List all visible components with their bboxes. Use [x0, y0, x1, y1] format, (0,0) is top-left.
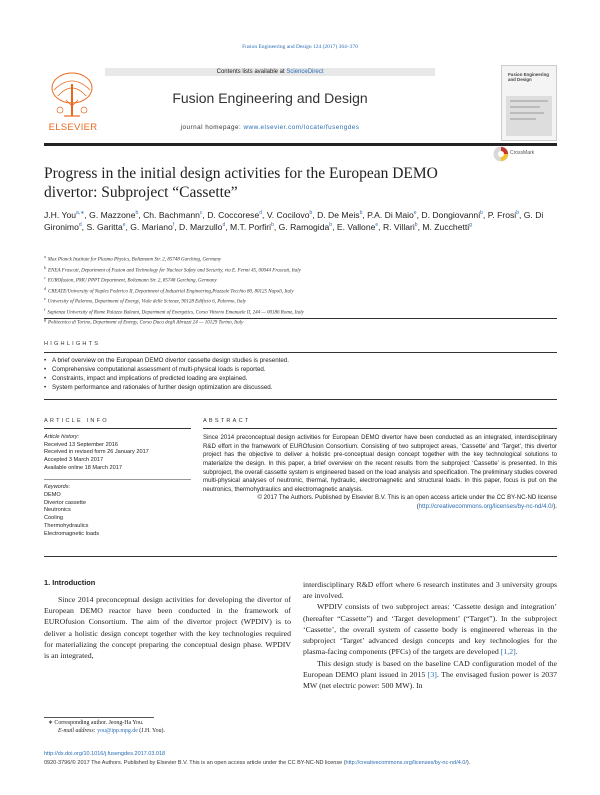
affiliation-item	[44, 265, 557, 276]
affiliation-label: b	[44, 264, 46, 270]
crossmark-label: CrossMark	[510, 150, 535, 156]
highlight-item: • System performance and rationales of further design optimization are discussed.	[44, 384, 557, 393]
doi-link[interactable]: http://dx.doi.org/10.1016/j.fusengdes.2017.03.018	[44, 751, 166, 757]
affiliation-text: Politecnico di Torino, Department of Energy, Corso Duca degli Abruzzi 24 — 10129 Torino, Italy	[48, 320, 244, 326]
keyword-item: Divertor cassette	[44, 499, 86, 506]
history-entry: Received in revised form 26 January 2017	[44, 449, 149, 456]
author-name[interactable]: D. De Meis	[317, 210, 360, 220]
highlights-heading: HIGHLIGHTS	[44, 341, 101, 347]
journal-citation-link[interactable]: Fusion Engineering and Design 124 (2017) 364–370	[242, 44, 358, 50]
author-name[interactable]: M.T. Porfiri	[230, 221, 272, 232]
keyword-item: Electromagnetic loads	[44, 530, 100, 537]
affiliation-item	[44, 254, 557, 265]
author-separator: ,	[138, 210, 144, 220]
intro-p2-text: WPDIV consists of two subproject areas: ‘Cassette design and integration’ (hereafter “Cassette”) and ‘Target development’ (“Target”). In the subproject ‘Cassette’, the overall system of cassette body is engineered whereas in the subproject ‘Target’ advanced design concepts and key technologies for the plasma-facing components (PFCs) of the targets are developed	[303, 602, 557, 657]
homepage-link[interactable]: www.elsevier.com/locate/fusengdes	[243, 124, 360, 131]
author-affiliation-marker[interactable]: b	[135, 210, 139, 217]
author-affiliation-marker[interactable]: d	[78, 221, 82, 228]
affiliation-label: g	[44, 317, 46, 323]
contents-prefix: Contents lists available at	[216, 69, 287, 75]
author-separator: ,	[362, 210, 368, 220]
intro-p3-text: This design study is based on the baseline CAD configuration model of the European DEMO plant issued in 2015	[303, 658, 557, 679]
affiliation-item	[44, 296, 557, 307]
author-separator: ,	[174, 221, 179, 232]
intro-left-column	[44, 594, 291, 661]
author-separator: ,	[482, 210, 488, 220]
article-info-heading: ARTICLE INFO	[44, 418, 109, 424]
author-affiliation-marker[interactable]: c	[199, 210, 203, 217]
author-affiliation-marker[interactable]: e	[122, 221, 126, 228]
history-entry: Received 13 September 2016	[44, 441, 119, 448]
affiliation-item	[44, 317, 557, 328]
reference-link-3[interactable]: [3]	[427, 669, 437, 679]
author-affiliation-marker[interactable]: g	[469, 221, 472, 228]
author-affiliation-marker[interactable]: b	[359, 210, 363, 217]
homepage-label: journal homepage:	[180, 124, 244, 131]
email-label: E-mail address:	[58, 728, 98, 735]
highlights-top-rule	[44, 352, 557, 353]
author-list	[44, 210, 557, 233]
intro-right-column	[303, 579, 557, 691]
article-history-list	[44, 442, 191, 473]
author-separator: ,	[518, 210, 524, 220]
author-separator: ,	[416, 210, 422, 220]
author-name[interactable]: P. Frosi	[487, 210, 517, 220]
abstract-rule	[203, 428, 557, 429]
author-name[interactable]: D. Marzullo	[178, 221, 223, 232]
author-name[interactable]: R. Villari	[382, 221, 415, 232]
footnote	[44, 719, 291, 736]
abstract-heading: ABSTRACT	[203, 418, 251, 424]
author-affiliation-marker[interactable]: f	[172, 221, 175, 228]
abstract-bottom-rule	[44, 556, 557, 557]
keywords-label: Keywords:	[44, 484, 71, 491]
affiliation-item	[44, 286, 557, 297]
sciencedirect-link[interactable]: ScienceDirect	[286, 69, 324, 75]
author-name[interactable]: G. Ramogida	[278, 221, 330, 232]
intro-paragraph-1-continued: interdisciplinary R&D effort where 6 research institutes and 3 university groups are involved.	[303, 580, 557, 601]
intro-p3-end: . The envisaged fusion power is 2037 MW (net electric power: 500 MW). In	[303, 669, 557, 690]
abstract-license	[203, 494, 557, 511]
author-separator: ,	[378, 221, 383, 232]
keyword-item: Thermohydraulics	[44, 522, 89, 529]
author-name[interactable]: V. Cocilovo	[266, 210, 310, 220]
author-name[interactable]: J.H. You	[44, 210, 77, 220]
cover-title: Fusion Engineering and Design	[508, 72, 549, 83]
author-affiliation-marker[interactable]: e	[375, 221, 379, 228]
header-divider	[44, 143, 557, 146]
author-separator: ,	[202, 210, 208, 220]
author-name[interactable]: P.A. Di Maio	[367, 210, 414, 220]
author-name[interactable]: G. Mazzone	[89, 210, 136, 220]
affiliation-text: EUROfusion, PMU PPPT Department, Boltzmann Str. 2, 85748 Garching, Germany	[47, 278, 217, 284]
contents-available-line	[105, 68, 435, 76]
history-entry: Accepted 3 March 2017	[44, 457, 104, 464]
journal-title: Fusion Engineering and Design	[172, 90, 368, 106]
author-separator: ,	[262, 210, 267, 220]
affiliation-text: Max Planck Institute for Plasma Physics, Boltzmann Str. 2, 85748 Garching, Germany	[47, 257, 222, 263]
keyword-item: Cooling	[44, 515, 63, 522]
cover-artwork-icon	[506, 96, 552, 136]
intro-paragraph-1: Since 2014 preconceptual design activities for developing the divertor of European DEMO reactor have been conducted in the framework of EUROfusion Consortium. The aim of the divertor project (WPDIV) is to deliver a holistic design concept together with the key technologies required for materializing the concept preparing the conceptual design phase. WPDIV is an integrated,	[44, 595, 291, 661]
author-affiliation-marker[interactable]: b	[480, 210, 483, 217]
author-affiliation-marker[interactable]: b	[329, 221, 333, 228]
email-suffix: (J.H. You).	[137, 728, 165, 735]
abstract-block	[203, 434, 557, 512]
highlight-item: • A brief overview on the European DEMO divertor cassette design studies is presented.	[44, 357, 557, 366]
intro-p2-end: .	[515, 647, 518, 657]
author-affiliation-marker[interactable]: b	[271, 221, 274, 228]
reference-link-1-2[interactable]: [1,2]	[500, 647, 516, 657]
abstract-text: Since 2014 preconceptual design activities for European DEMO divertor have been conducted as an integrated, interdisciplinary R&D effort in the framework of EUROfusion Consortium. Consisting of two subproject areas, ‘Cassette’ and ‘Target’, this divertor project has the objective to deliver a holistic pre-conceptual design concept together with the key technological solutions to materialize the design. In this paper, a brief overview on the recent results from the subproject ‘Cassette’ is presented. In this subproject, the overall cassette system is engineered based on the load analysis and specification. The preliminary studies covered multi-physical analyses of neutronic, thermal, hydraulic, electromagnetic and structural loads. In this paper, focus is put on the neutronics, thermohydraulics and electromagnetic analysis.	[203, 434, 557, 493]
affiliation-text: Sapienza University of Rome Palazzo Baleani, Department of Energetics, Corso Vittorio Emanuele II, 244 — 00186 Rome, Italy	[47, 310, 304, 316]
author-separator: ,	[84, 210, 90, 220]
author-separator: ,	[81, 221, 87, 232]
highlights-list	[44, 357, 557, 393]
author-affiliation-marker[interactable]: e	[413, 210, 417, 217]
author-affiliation-marker[interactable]: d	[222, 221, 226, 228]
copyright-line	[44, 759, 557, 768]
affiliation-divider	[44, 318, 557, 319]
affiliation-text: ENEA Frascati, Department of Fusion and Technology for Nuclear Safety and Security, via E. Fermi 45, 00044 Frascati, Italy	[48, 268, 301, 274]
keyword-item: Neutronics	[44, 507, 71, 514]
author-affiliation-marker[interactable]: b	[414, 221, 418, 228]
history-entry: Available online 18 March 2017	[44, 464, 122, 471]
affiliation-list	[44, 254, 557, 328]
intro-paragraph-3	[303, 658, 557, 692]
intro-paragraph-2	[303, 601, 557, 657]
highlight-item: • Constraints, impact and implications of predicted loading are explained.	[44, 375, 557, 384]
author-name[interactable]: E. Vallone	[336, 221, 376, 232]
affiliation-label: a	[44, 254, 46, 259]
keyword-item: DEMO	[44, 492, 61, 498]
highlights-bottom-rule	[44, 399, 557, 400]
author-separator: ,	[332, 221, 337, 232]
author-name[interactable]: D. Dongiovanni	[421, 210, 481, 220]
affiliation-text: University of Palermo, Department of Energy, Viale delle Scienze, 90128 Edificio 6, Palermo, Italy	[47, 299, 247, 305]
copyright-license-link[interactable]: http://creativecommons.org/licenses/by-nc-nd/4.0/	[345, 759, 467, 766]
highlight-item: • Comprehensive computational assessment of multi-physical loads is reported.	[44, 366, 557, 375]
author-separator: ,	[312, 210, 318, 220]
journal-homepage	[105, 124, 435, 131]
author-separator: ,	[273, 221, 279, 232]
publisher-name: ELSEVIER	[48, 122, 98, 133]
article-info-block	[44, 434, 191, 538]
crossmark-icon	[493, 146, 509, 162]
keywords-divider	[44, 479, 191, 480]
author-name[interactable]: G. Di Gironimo	[44, 210, 544, 232]
author-name[interactable]: S. Garitta	[86, 221, 123, 232]
author-separator: ,	[225, 221, 231, 232]
author-separator: ,	[417, 221, 423, 232]
affiliation-item	[44, 275, 557, 286]
introduction-heading: 1. Introduction	[44, 578, 96, 587]
copyright-suffix: ).	[466, 759, 471, 766]
author-name[interactable]: D. Coccorese	[207, 210, 260, 220]
keywords-list	[44, 492, 191, 538]
author-affiliation-marker[interactable]: d	[259, 210, 263, 217]
crossmark-badge[interactable]	[493, 146, 533, 163]
article-info-rule	[44, 428, 191, 429]
license-prefix: © 2017 The Authors. Published by Elsevier B.V. This is an open access article under the CC BY-NC-ND license (	[257, 494, 557, 511]
license-link[interactable]: http://creativecommons.org/licenses/by-nc-nd/4.0/	[418, 503, 554, 511]
corresponding-author: ∗ Corresponding author. Jeong-Ha You.	[48, 720, 144, 726]
email-link[interactable]: you@ipp.mpg.de	[97, 728, 138, 735]
article-history-label: Article history:	[44, 434, 80, 440]
author-name[interactable]: M. Zucchetti	[422, 221, 470, 232]
affiliation-label: c	[44, 275, 46, 281]
journal-cover-thumbnail[interactable]	[501, 65, 557, 141]
affiliation-label: f	[44, 306, 46, 312]
author-name[interactable]: G. Mariano	[130, 221, 173, 232]
doi-copyright-block	[44, 750, 557, 767]
copyright-prefix: 0920-3796/© 2017 The Authors. Published by Elsevier B.V. This is an open access article under the CC BY-NC-ND license (	[44, 759, 346, 766]
footnote-rule	[44, 717, 154, 718]
affiliation-label: d	[44, 285, 46, 291]
author-name[interactable]: Ch. Bachmann	[143, 210, 200, 220]
affiliation-item	[44, 307, 557, 318]
email-line	[44, 727, 291, 735]
article-title: Progress in the initial design activities for the European DEMO divertor: Subproject “Cassette”	[44, 165, 438, 201]
author-separator: ,	[125, 221, 131, 232]
author-affiliation-marker[interactable]: a,∗	[76, 210, 85, 217]
license-suffix: ).	[553, 503, 557, 511]
author-affiliation-marker[interactable]: b	[309, 210, 313, 217]
affiliation-label: e	[44, 296, 46, 302]
affiliation-text: CREATE/University of Naples Federico II, Department of Industrial Engineering,Piazzale Tecchio 80, 80125 Napoli, Italy	[48, 289, 294, 295]
author-affiliation-marker[interactable]: b	[516, 210, 519, 217]
